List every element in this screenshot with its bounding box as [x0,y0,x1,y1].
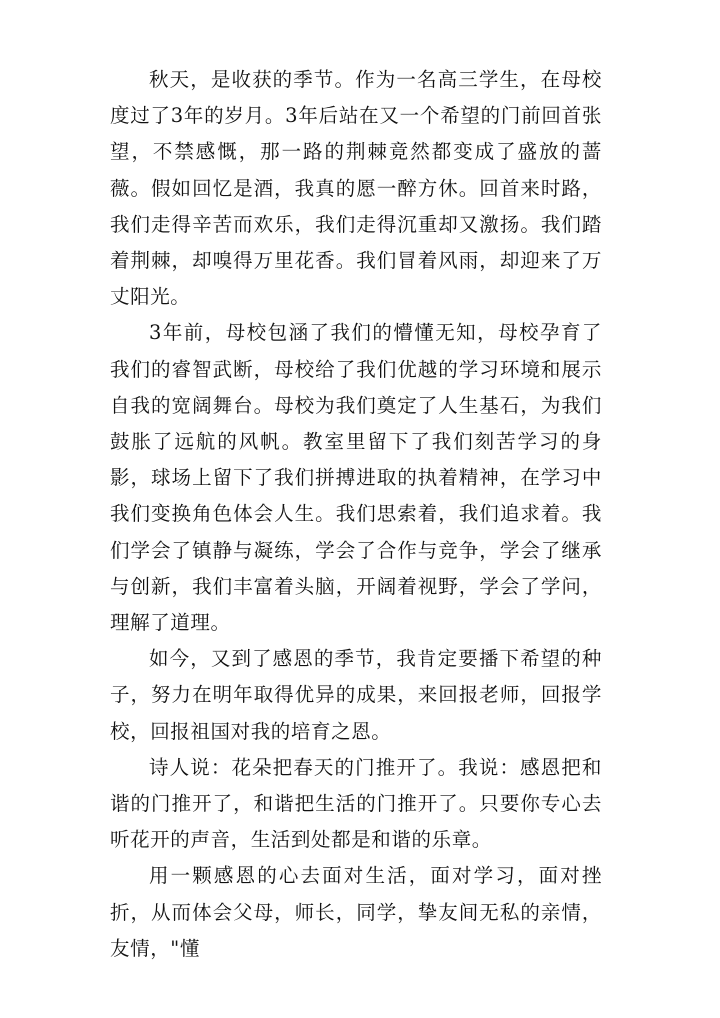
paragraph-4: 诗人说：花朵把春天的门推开了。我说：感恩把和谐的门推开了，和谐把生活的门推开了。只要你专心去听花开的声音，生活到处都是和谐的乐章。 [110,755,602,852]
paragraph-2: 3年前，母校包涵了我们的懵懂无知，母校孕育了我们的睿智武断，母校给了我们优越的学习环境和展示自我的宽阔舞台。母校为我们奠定了人生基石，为我们鼓胀了远航的风帆。教室里留下了我们刻苦学习的身影，球场上留下了我们拼搏进取的执着精神，在学习中我们变换角色体会人生。我们思索着，我们追求着。我们学会了镇静与凝练，学会了合作与竞争，学会了继承与创新，我们丰富着头脑，开阔着视野，学会了学问，理解了道理。 [110,321,602,635]
paragraph-1: 秋天，是收获的季节。作为一名高三学生，在母校度过了3年的岁月。3年后站在又一个希望的门前回首张望，不禁感慨，那一路的荆棘竟然都变成了盛放的蔷薇。假如回忆是酒，我真的愿一醉方休。回首来时路，我们走得辛苦而欢乐，我们走得沉重却又激扬。我们踏着荆棘，却嗅得万里花香。我们冒着风雨，却迎来了万丈阳光。 [110,68,602,309]
paragraph-3: 如今，又到了感恩的季节，我肯定要播下希望的种子，努力在明年取得优异的成果，来回报老师，回报学校，回报祖国对我的培育之恩。 [110,647,602,743]
paragraph-5: 用一颗感恩的心去面对生活，面对学习，面对挫折，从而体会父母，师长，同学，挚友间无私的亲情，友情，"懂 [110,864,602,960]
document-body [110,62,602,967]
